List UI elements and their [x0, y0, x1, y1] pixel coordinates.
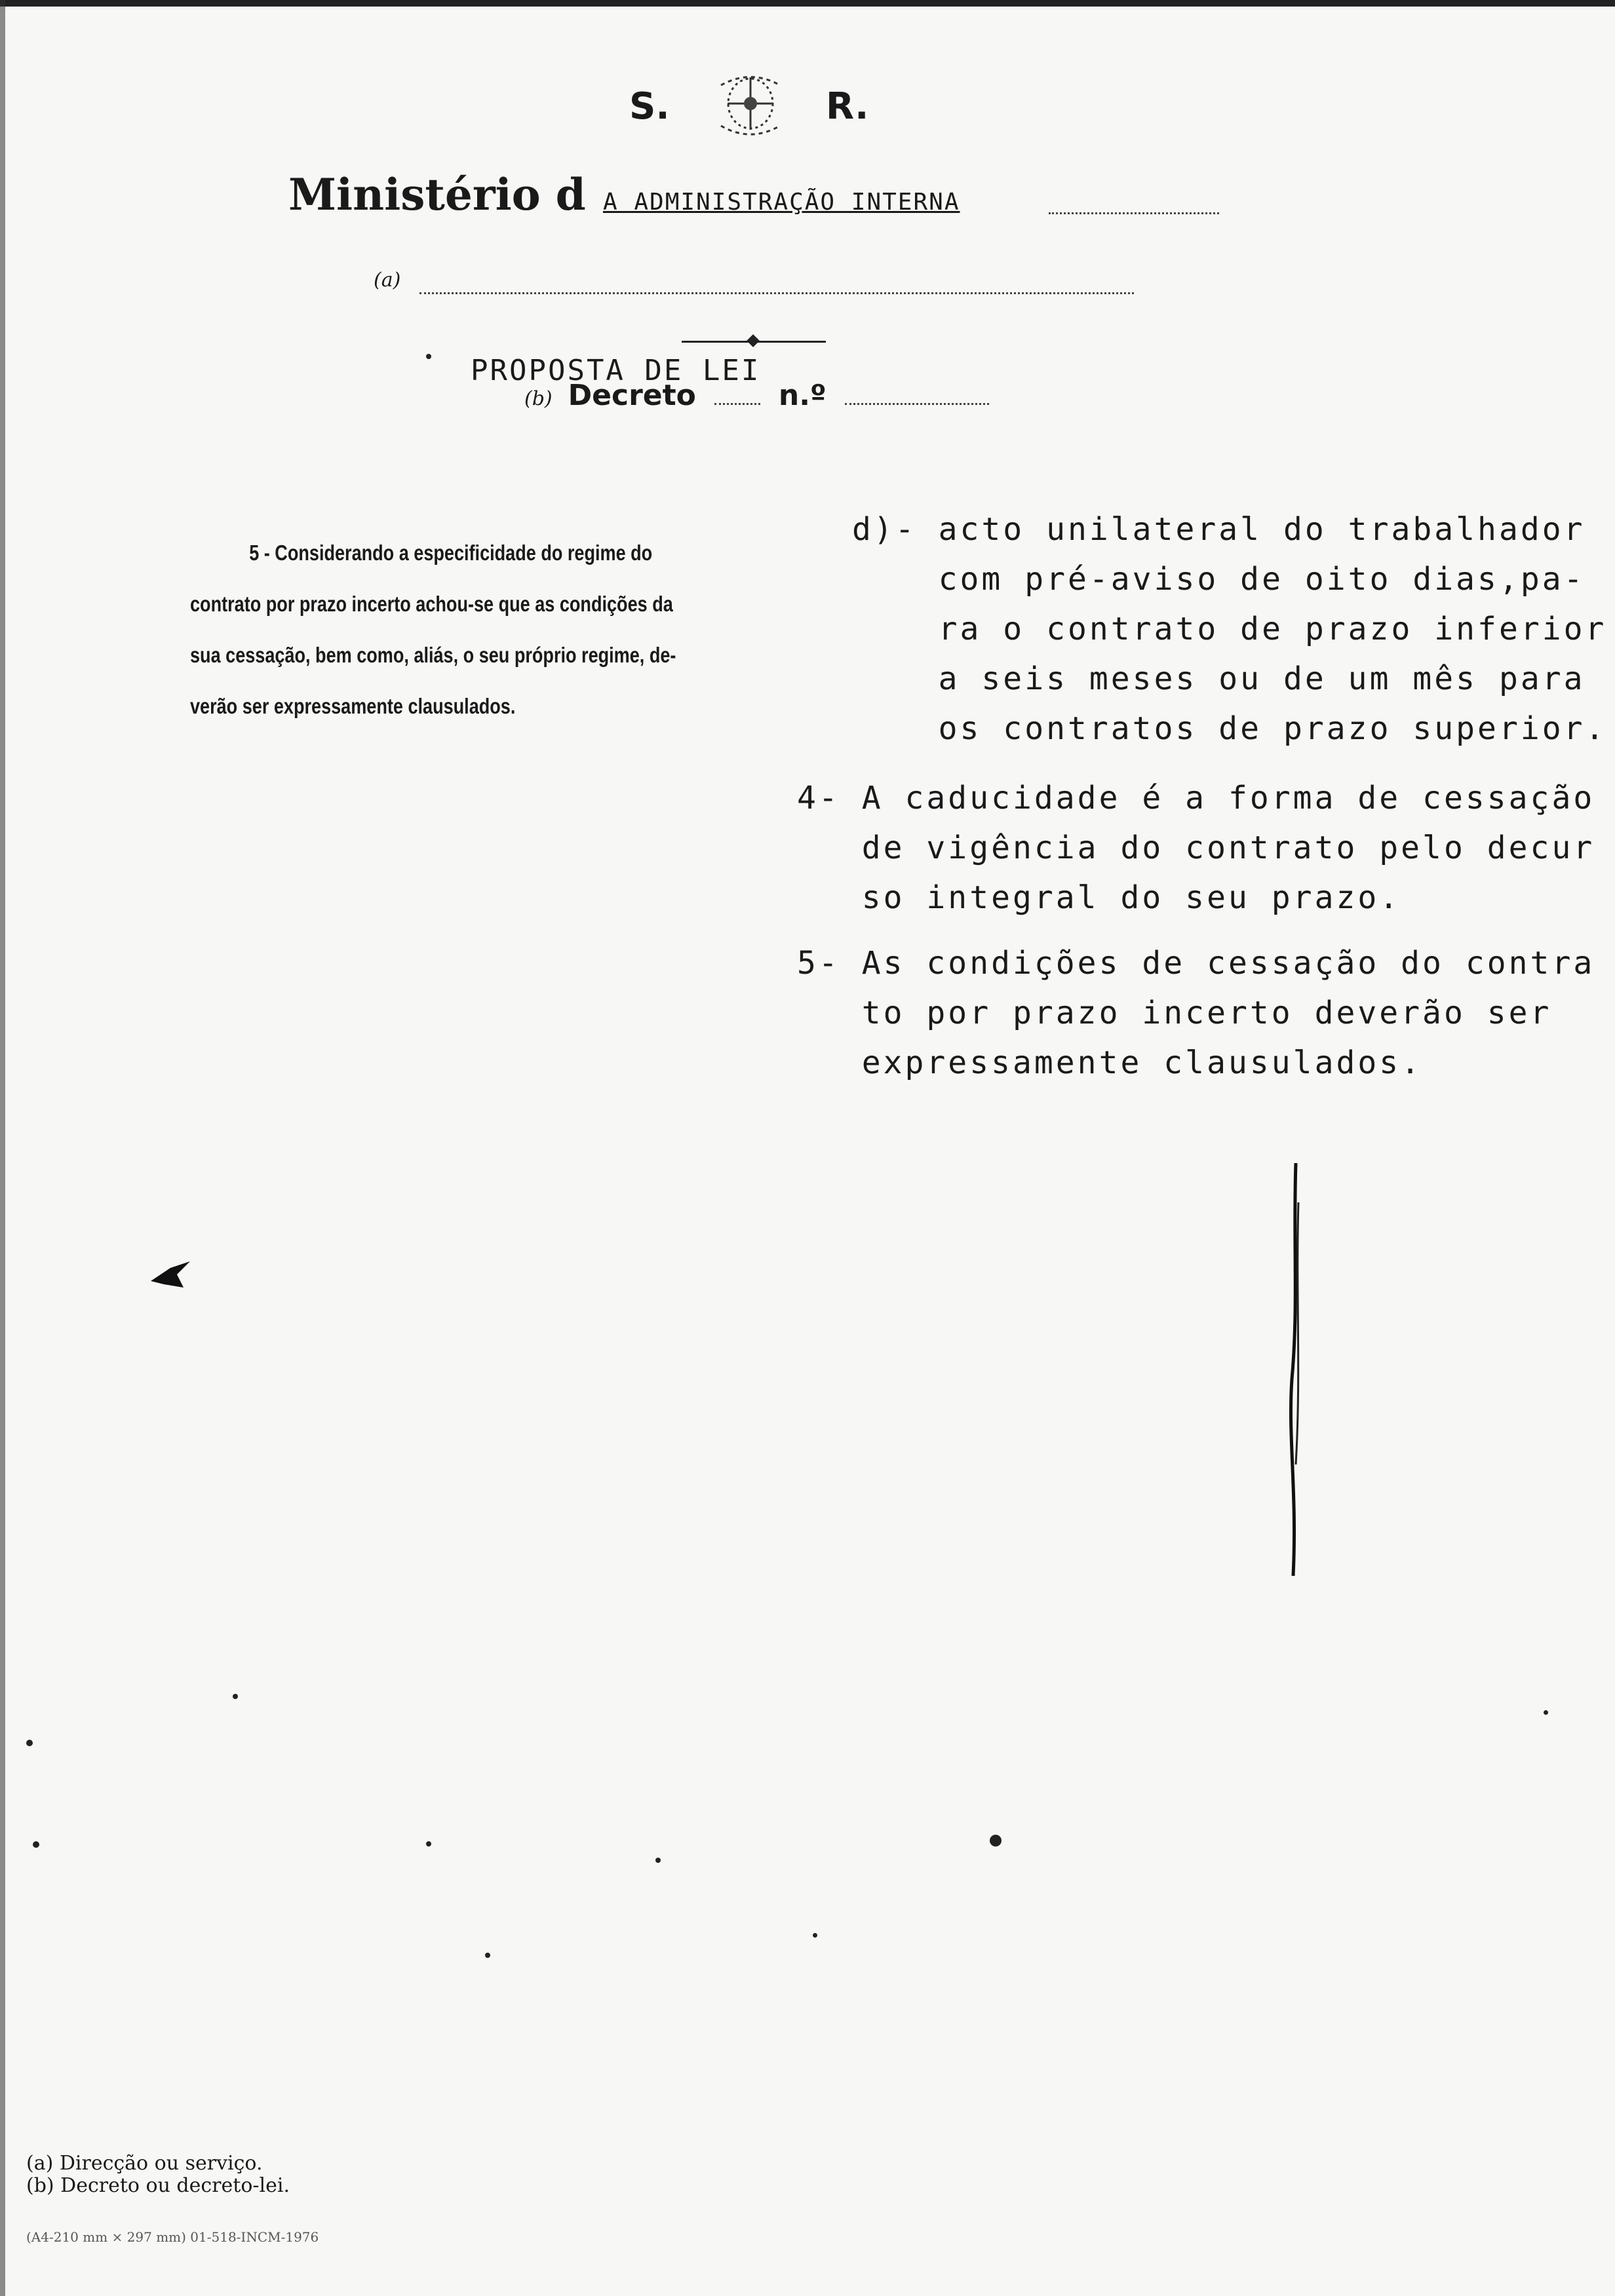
typed-item-4: 4- A caducidade é a forma de cessação de vigência do contrato pelo decur so integral do seu prazo.: [797, 780, 1595, 916]
ink-speck: [813, 1933, 817, 1938]
decree-line: [524, 379, 989, 412]
direction-label: (a): [374, 269, 401, 292]
decree-number-blank: [845, 403, 989, 405]
handwritten-margin-stroke-icon: [1281, 1163, 1308, 1576]
direction-line: [374, 269, 1134, 301]
ink-speck: [426, 354, 431, 359]
ink-speck: [33, 1841, 39, 1848]
ink-speck: [990, 1835, 1002, 1846]
proposal-title: PROPOSTA DE LEI: [471, 354, 761, 387]
ink-speck: [426, 1841, 431, 1846]
page-edge-top: [0, 0, 1615, 7]
ink-blot-icon: [144, 1255, 197, 1294]
left-note-line: sua cessação, bem como, aliás, o seu próprio regime, de-: [190, 643, 676, 667]
footnote-b: (b) Decreto ou decreto-lei.: [26, 2174, 290, 2197]
ink-speck: [1544, 1710, 1548, 1715]
ministry-line: [288, 169, 1219, 228]
header-letter-r: R.: [826, 85, 869, 128]
ink-speck: [26, 1740, 33, 1746]
divider-ornament: [682, 335, 826, 349]
page-edge-left: [0, 0, 5, 2296]
left-note-line: contrato por prazo incerto achou-se que as condições da: [190, 592, 673, 616]
left-note-line: 5 - Considerando a especificidade do regime do: [249, 541, 653, 565]
ink-speck: [233, 1694, 238, 1699]
header-letter-s: S.: [629, 85, 670, 128]
decree-number-label: n.º: [778, 379, 827, 412]
decree-word: Decreto: [568, 379, 696, 412]
ink-speck: [655, 1858, 661, 1863]
decree-ref: (b): [524, 387, 553, 410]
left-margin-note: [190, 527, 765, 732]
footnotes: [26, 2152, 290, 2197]
ink-speck: [485, 1953, 490, 1958]
typed-item-d: d)- acto unilateral do trabalhador com pré-aviso de oito dias,pa- ra o contrato de prazo inferior a seis meses ou de um mês para os contratos de prazo superior.: [852, 511, 1607, 747]
ministry-dotted-rule: [1049, 212, 1219, 214]
ministry-prefix: Ministério d: [288, 169, 586, 220]
state-header: [629, 66, 878, 151]
direction-dotted-rule: [419, 292, 1134, 294]
footnote-a: (a) Direcção ou serviço.: [26, 2152, 263, 2175]
coat-of-arms-seal-icon: [701, 66, 800, 144]
printer-code: (A4-210 mm × 297 mm) 01-518-INCM-1976: [26, 2229, 319, 2245]
diamond-icon: [747, 334, 760, 347]
typed-item-5: 5- As condições de cessação do contra to por prazo incerto deverão ser expressamente clausulados.: [797, 945, 1595, 1081]
left-note-line: verão ser expressamente clausulados.: [190, 694, 516, 718]
ministry-department: A ADMINISTRAÇÃO INTERNA: [603, 189, 960, 216]
decree-blank: [714, 403, 760, 405]
